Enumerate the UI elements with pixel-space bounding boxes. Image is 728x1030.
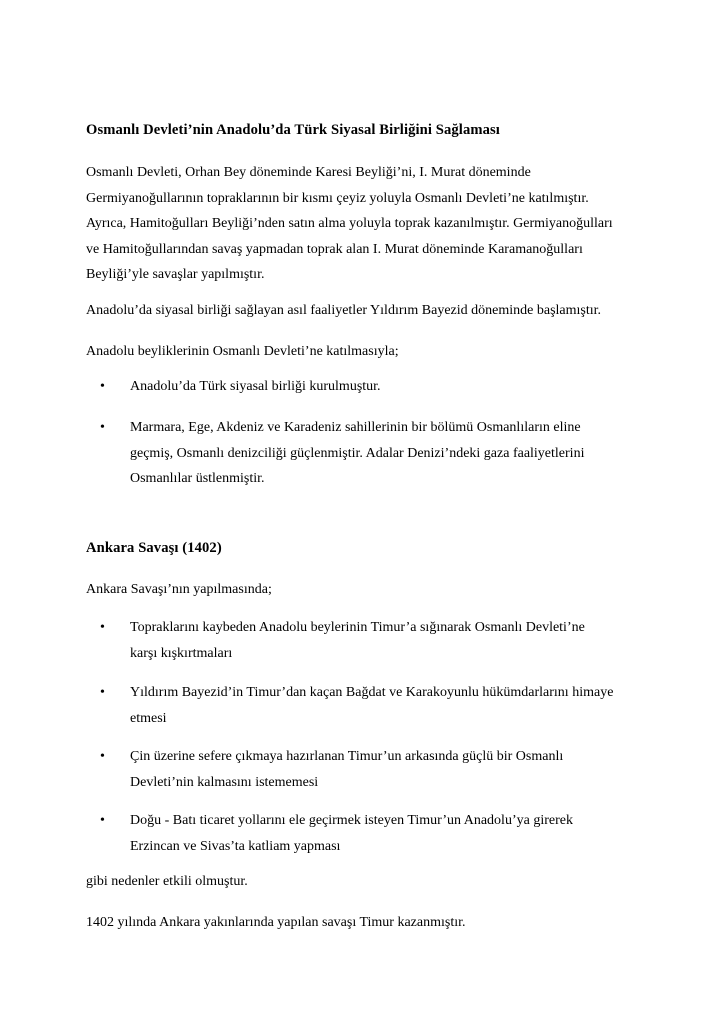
list-item-line: geçmiş, Osmanlı denizciliği güçlenmiştir. Adalar Denizi’ndeki gaza faaliyetlerini (130, 445, 585, 461)
paragraph-ankara-sonuc (86, 910, 676, 936)
paragraph-ankara-intro (86, 577, 676, 603)
paragraph-beylikler-katilim (86, 339, 676, 365)
paragraph-line: Anadolu’da siyasal birliği sağlayan asıl faaliyetler Yıldırım Bayezid döneminde başlamıştır. (86, 303, 602, 318)
paragraph-ankara-outro (86, 869, 676, 895)
list-item-line: Çin üzerine sefere çıkmaya hazırlanan Timur’un arkasında güçlü bir Osmanlı (130, 749, 564, 764)
section-heading-siyasal-birlik: Osmanlı Devleti’nin Anadolu’da Türk Siyasal Birliğini Sağlaması (86, 122, 500, 138)
paragraph-line: Beyliği’yle savaşlar yapılmıştır. (86, 267, 265, 283)
bullet-icon: • (100, 749, 105, 764)
section-heading-ankara-savasi: Ankara Savaşı (1402) (86, 540, 222, 556)
list-item-text (130, 615, 585, 666)
bullet-icon: • (100, 620, 105, 635)
bullet-icon: • (100, 379, 105, 394)
paragraph-line: ve Hamitoğullarından savaş yapmadan toprak alan I. Murat döneminde Karamanoğulları (86, 241, 583, 257)
paragraph-line: gibi nedenler etkili olmuştur. (86, 874, 248, 889)
list-item-text (130, 744, 563, 795)
bullet-icon: • (100, 813, 105, 828)
bullet-icon: • (100, 685, 105, 700)
list-item-line: Topraklarını kaybeden Anadolu beylerinin Timur’a sığınarak Osmanlı Devleti’ne (130, 620, 585, 635)
list-item-line: karşı kışkırtmaları (130, 645, 233, 661)
list-item-line: Anadolu’da Türk siyasal birliği kurulmuştur. (130, 379, 381, 394)
list-item-line: Erzincan ve Sivas’ta katliam yapması (130, 838, 341, 854)
paragraph-line: Ayrıca, Hamitoğulları Beyliği’nden satın alma yoluyla toprak kazanılmıştır. Germiyanoğulları (86, 216, 613, 232)
list-item-text (130, 374, 381, 400)
list-item-line: Devleti’nin kalmasını istememesi (130, 774, 319, 790)
paragraph-line: Ankara Savaşı’nın yapılmasında; (86, 582, 272, 597)
paragraph-yildirim-bayezid (86, 298, 676, 324)
list-item-text (130, 808, 573, 859)
paragraph-line: Osmanlı Devleti, Orhan Bey döneminde Karesi Beyliği’ni, I. Murat döneminde (86, 165, 531, 180)
list-item-text (130, 415, 584, 492)
paragraph-line: Germiyanoğullarının topraklarının bir kısmı çeyiz yoluyla Osmanlı Devleti’ne katılmıştır. (86, 190, 589, 206)
bullet-icon: • (100, 420, 105, 435)
list-item-line: etmesi (130, 710, 167, 726)
list-item-line: Doğu - Batı ticaret yollarını ele geçirmek isteyen Timur’un Anadolu’ya girerek (130, 813, 573, 828)
list-item-line: Osmanlılar üstlenmiştir. (130, 471, 265, 487)
list-item-line: Marmara, Ege, Akdeniz ve Karadeniz sahillerinin bir bölümü Osmanlıların eline (130, 420, 581, 435)
paragraph-line: Anadolu beyliklerinin Osmanlı Devleti’ne katılmasıyla; (86, 344, 399, 359)
paragraph-osmanli-toprak-kazanimi (86, 160, 676, 288)
list-item-text (130, 680, 613, 731)
paragraph-line: 1402 yılında Ankara yakınlarında yapılan savaşı Timur kazanmıştır. (86, 915, 466, 930)
list-item-line: Yıldırım Bayezid’in Timur’dan kaçan Bağdat ve Karakoyunlu hükümdarlarını himaye (130, 685, 614, 700)
